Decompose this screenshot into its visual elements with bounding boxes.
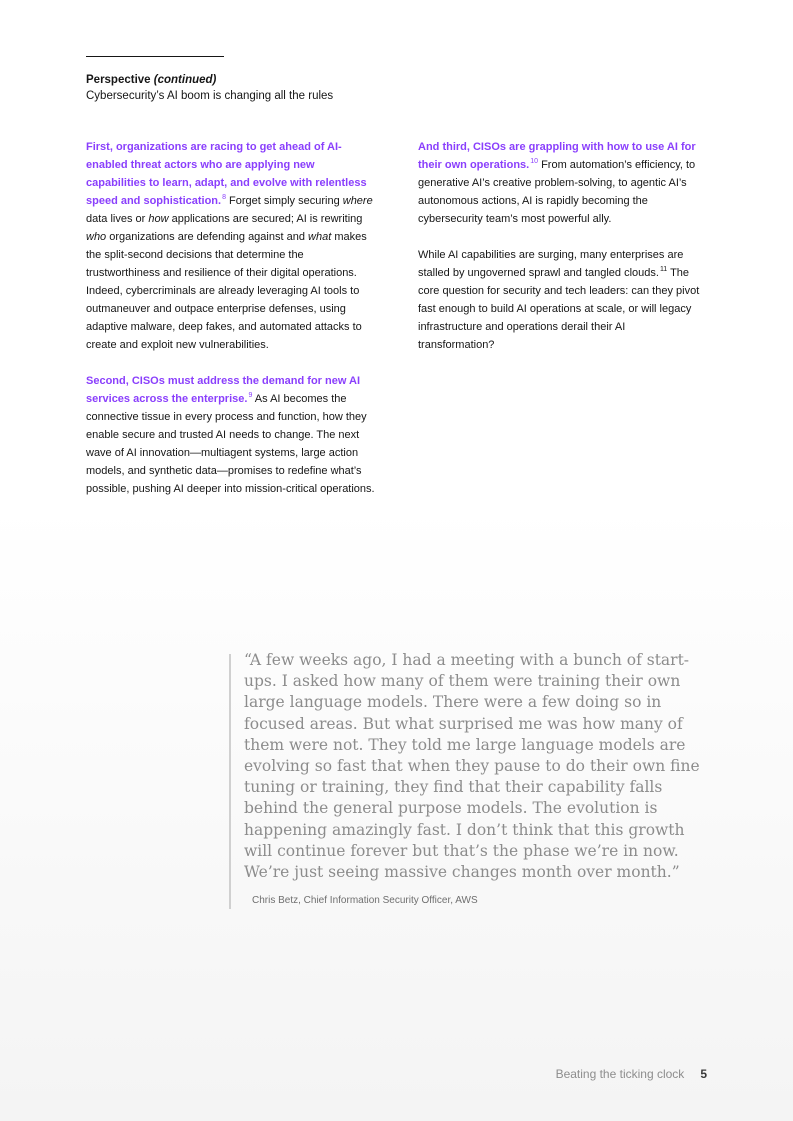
paragraph-second [86, 372, 376, 498]
footnote-ref[interactable]: 8 [222, 194, 226, 202]
paragraph-lead: Second, CISOs must address the demand for new AI services across the enterprise. [86, 375, 361, 405]
paragraph-lead: First, organizations are racing to get ahead of AI-enabled threat actors who are applying new capabilities to learn, adapt, and evolve with relentless speed and sophistication. [86, 141, 367, 207]
page-footer [556, 1067, 707, 1081]
paragraph-text: Forget simply securing [225, 195, 343, 207]
paragraph-text: As AI becomes the connective tissue in every process and function, how they enable secure and trusted AI needs to change. The next wave of AI innovation—multiagent systems, large action models, and synthetic data—promises to redefine what’s possible, pushing AI deeper into mission-critical operations. [86, 393, 375, 495]
paragraph-fourth [418, 246, 700, 354]
footnote-ref[interactable]: 9 [248, 392, 253, 400]
paragraph-text: The core question for security and tech leaders: can they pivot fast enough to build AI operations at scale, or will legacy infrastructure and operations derail their AI transformation? [418, 267, 700, 351]
emphasis-text: who [86, 231, 107, 243]
quote-text: “A few weeks ago, I had a meeting with a bunch of start-ups. I asked how many of them were training their own large language models. There were a few doing so in focused areas. But what surprised me was how many of them were not. They told me large language models are evolving so fast that when they pause to do their own fine tuning or training, they find that their capability falls behind the general purpose models. The evolution is happening amazingly fast. I don’t think that this growth will continue forever but that’s the phase we’re in now. We’re just seeing massive changes month over month.” [244, 651, 700, 882]
right-column [418, 138, 700, 372]
paragraph-text: makes the split-second decisions that determine the trustworthiness and resilience of their digital operations. Indeed, cybercriminals are already leveraging AI tools to outmaneuver and outpace enterprise defenses, using adaptive malware, deep fakes, and automated attacks to create and exploit new vulnerabilities. [86, 231, 367, 351]
paragraph-lead: And third, CISOs are grappling with how to use AI for their own operations. [418, 141, 696, 171]
section-subtitle: Cybersecurity’s AI boom is changing all the rules [86, 90, 334, 102]
footer-title: Beating the ticking clock [555, 1067, 685, 1081]
continued-label: (continued) [153, 74, 217, 86]
header-rule [86, 56, 224, 57]
paragraph-first [86, 138, 376, 354]
emphasis-text: how [148, 213, 169, 225]
footnote-ref[interactable]: 10 [530, 158, 539, 166]
page-number: 5 [700, 1067, 707, 1081]
emphasis-text: what [308, 231, 332, 243]
paragraph-text: From automation’s efficiency, to generative AI’s creative problem-solving, to agentic AI’s autonomous actions, AI is rapidly becoming the cybersecurity team’s most powerful ally. [418, 159, 696, 225]
page-header [86, 72, 333, 104]
paragraph-text: While AI capabilities are surging, many enterprises are stalled by ungoverned sprawl and tangled clouds. [418, 249, 684, 279]
section-title [86, 72, 333, 88]
paragraph-text: applications are secured; AI is rewriting [168, 213, 363, 225]
left-column [86, 138, 376, 516]
footnote-ref[interactable]: 11 [659, 266, 668, 274]
paragraph-text: data lives or [86, 213, 149, 225]
emphasis-text: where [342, 195, 373, 207]
paragraph-text: organizations are defending against and [106, 231, 309, 243]
quote-attribution: Chris Betz, Chief Information Security Officer, AWS [252, 895, 478, 906]
paragraph-third [418, 138, 700, 228]
quote-bar [229, 654, 231, 909]
section-label: Perspective [86, 74, 151, 86]
